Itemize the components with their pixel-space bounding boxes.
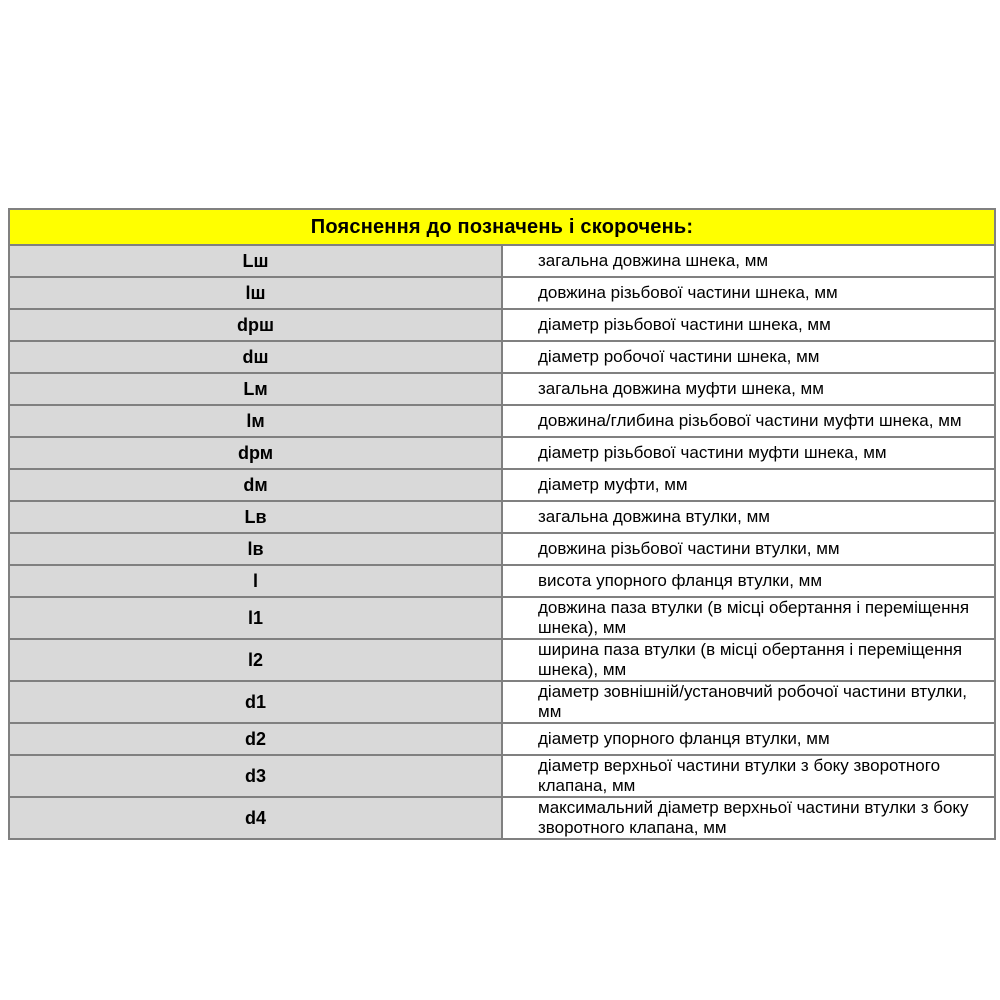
description-cell: загальна довжина шнека, мм: [502, 245, 995, 277]
description-cell: загальна довжина муфти шнека, мм: [502, 373, 995, 405]
table-row: [9, 469, 995, 501]
table-row: [9, 565, 995, 597]
table-row: [9, 341, 995, 373]
symbol-cell: dрм: [9, 437, 502, 469]
description-cell: висота упорного фланця втулки, мм: [502, 565, 995, 597]
symbol-cell: d4: [9, 797, 502, 839]
symbol-cell: lш: [9, 277, 502, 309]
table-title: Пояснення до позначень і скорочень:: [9, 209, 995, 245]
symbol-cell: dм: [9, 469, 502, 501]
table-row: [9, 533, 995, 565]
symbol-cell: lм: [9, 405, 502, 437]
symbol-cell: lв: [9, 533, 502, 565]
description-cell: загальна довжина втулки, мм: [502, 501, 995, 533]
description-cell: діаметр упорного фланця втулки, мм: [502, 723, 995, 755]
description-cell: діаметр муфти, мм: [502, 469, 995, 501]
table-row: [9, 501, 995, 533]
symbol-cell: Lш: [9, 245, 502, 277]
table-row: [9, 309, 995, 341]
symbol-cell: Lв: [9, 501, 502, 533]
symbol-cell: Lм: [9, 373, 502, 405]
symbol-cell: d3: [9, 755, 502, 797]
description-cell: довжина різьбової частини втулки, мм: [502, 533, 995, 565]
legend-table: [8, 208, 996, 840]
table-row: [9, 437, 995, 469]
symbol-cell: l1: [9, 597, 502, 639]
table-row: [9, 755, 995, 797]
symbol-cell: l: [9, 565, 502, 597]
description-cell: максимальний діаметр верхньої частини втулки з боку зворотного клапана, мм: [502, 797, 995, 839]
symbol-cell: l2: [9, 639, 502, 681]
table-row: [9, 639, 995, 681]
description-cell: довжина паза втулки (в місці обертання і переміщення шнека), мм: [502, 597, 995, 639]
description-cell: ширина паза втулки (в місці обертання і переміщення шнека), мм: [502, 639, 995, 681]
table-row: [9, 723, 995, 755]
symbol-cell: d2: [9, 723, 502, 755]
table-row: [9, 681, 995, 723]
table-row: [9, 373, 995, 405]
symbol-cell: dрш: [9, 309, 502, 341]
table-row: [9, 245, 995, 277]
table-row: [9, 797, 995, 839]
description-cell: довжина різьбової частини шнека, мм: [502, 277, 995, 309]
description-cell: діаметр різьбової частини муфти шнека, мм: [502, 437, 995, 469]
table-body: [9, 245, 995, 839]
symbol-cell: dш: [9, 341, 502, 373]
table-row: [9, 597, 995, 639]
description-cell: діаметр робочої частини шнека, мм: [502, 341, 995, 373]
table-header-row: [9, 209, 995, 245]
description-cell: діаметр зовнішній/установчий робочої частини втулки, мм: [502, 681, 995, 723]
table-row: [9, 405, 995, 437]
table-row: [9, 277, 995, 309]
description-cell: довжина/глибина різьбової частини муфти шнека, мм: [502, 405, 995, 437]
symbol-cell: d1: [9, 681, 502, 723]
description-cell: діаметр верхньої частини втулки з боку зворотного клапана, мм: [502, 755, 995, 797]
description-cell: діаметр різьбової частини шнека, мм: [502, 309, 995, 341]
